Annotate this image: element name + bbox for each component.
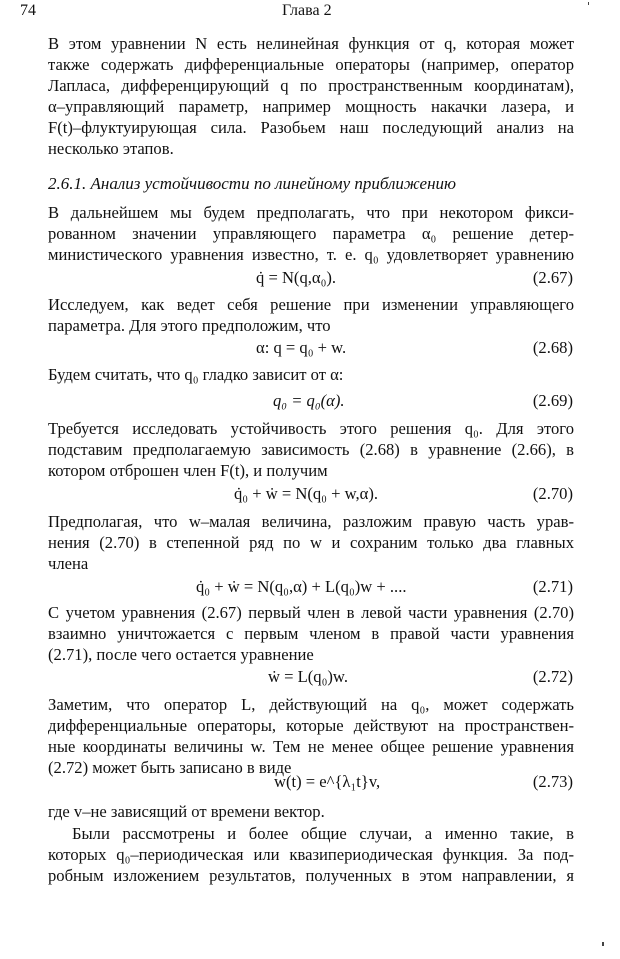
equation-2-70: q̇₀ + ẇ = N(q₀ + w,α). [234, 484, 379, 503]
equation-number-2-72: (2.72) [532, 667, 573, 686]
page-number: 74 [20, 2, 36, 19]
equation-2-72: ẇ = L(q₀)w. [268, 667, 348, 686]
equation-number-2-71: (2.71) [532, 577, 573, 596]
text-line: α–управляющий параметр, например мощность накачки лазера, и [48, 96, 574, 116]
text-line: нения (2.70) в степенной ряд по w и сохраним только два главных [48, 532, 574, 552]
text-line: рованном значении управляющего параметра α₀ решение детер- [48, 223, 574, 243]
equation-number-2-73: (2.73) [532, 772, 573, 791]
text-line: ные координаты величины w. Тем не менее общее решение уравнения [48, 736, 574, 756]
equation-number-2-68: (2.68) [532, 338, 573, 357]
paragraph-3 [48, 365, 574, 386]
equation-number-2-69: (2.69) [532, 391, 573, 410]
text-line: министического уравнения известно, т. е. q₀ удовлетворяет уравнению [48, 244, 574, 264]
text-line: Предполагая, что w–малая величина, разложим правую часть урав- [48, 512, 574, 531]
text-line: (2.72) может быть записано в виде [48, 757, 292, 777]
text-line: В дальнейшем мы будем предполагать, что при некотором фикси- [48, 203, 574, 222]
paragraph-4 [48, 419, 574, 482]
equation-2-69: q₀ = q₀(α). [273, 391, 345, 410]
text-line: параметра. Для этого предположим, что [48, 315, 331, 335]
text-line: котором отброшен член F(t), и получим [48, 460, 328, 480]
text-line: взаимно уничтожается с первым членом в правой части уравнения [48, 623, 574, 643]
scan-speck [602, 942, 604, 946]
text-line: С учетом уравнения (2.67) первый член в левой части уравнения (2.70) [48, 603, 574, 622]
text-line: Лапласа, дифференцирующий q по пространственным координатам), [48, 75, 574, 95]
intro-paragraph [48, 34, 574, 159]
text-line: Заметим, что оператор L, действующий на q₀, может содержать [48, 695, 574, 714]
text-line: (2.71), после чего остается уравнение [48, 644, 314, 664]
text-line: которых q₀–периодическая или квазипериодическая функция. За под- [48, 844, 574, 864]
text-line: F(t)–флуктуирующая сила. Разобьем наш последующий анализ на [48, 117, 574, 137]
text-line: подставим предполагаемую зависимость (2.68) в уравнение (2.66), в [48, 439, 574, 459]
equation-2-68: α: q = q₀ + w. [256, 338, 347, 357]
running-header-chapter: Глава 2 [282, 2, 332, 19]
text-line: Будем считать, что q₀ гладко зависит от α: [48, 365, 344, 384]
text-line: Исследуем, как ведет себя решение при изменении управляющего [48, 295, 574, 314]
text-line: где v–не зависящий от времени вектор. [48, 802, 325, 821]
equation-number-2-70: (2.70) [532, 484, 573, 503]
text-line: Требуется исследовать устойчивость этого решения q₀. Для этого [48, 419, 574, 438]
paragraph-2 [48, 295, 574, 337]
paragraph-8 [48, 802, 574, 823]
equation-2-73: w(t) = e^{λ₁t}v, [274, 772, 381, 791]
text-line: также содержать дифференциальные операторы (например, оператор [48, 54, 574, 74]
scan-speck [588, 2, 589, 5]
text-line: дифференциальные операторы, которые действуют на пространствен- [48, 715, 574, 735]
paragraph-1 [48, 203, 574, 266]
paragraph-5 [48, 512, 574, 575]
paragraph-9 [48, 824, 574, 887]
text-line: Были рассмотрены и более общие случаи, а именно такие, в [72, 824, 574, 843]
paragraph-6 [48, 603, 574, 666]
text-line: члена [48, 553, 89, 573]
text-line: робным изложением результатов, полученных в этом направлении, я [48, 865, 574, 885]
section-title: 2.6.1. Анализ устойчивости по линейному приближению [48, 174, 456, 193]
paragraph-7 [48, 695, 574, 779]
equation-2-71: q̇₀ + ẇ = N(q₀,α) + L(q₀)w + .... [196, 577, 407, 596]
text-line: несколько этапов. [48, 138, 174, 158]
text-line: В этом уравнении N есть нелинейная функция от q, которая может [48, 34, 574, 53]
equation-2-67: q̇ = N(q,α₀). [256, 268, 337, 287]
equation-number-2-67: (2.67) [532, 268, 573, 287]
